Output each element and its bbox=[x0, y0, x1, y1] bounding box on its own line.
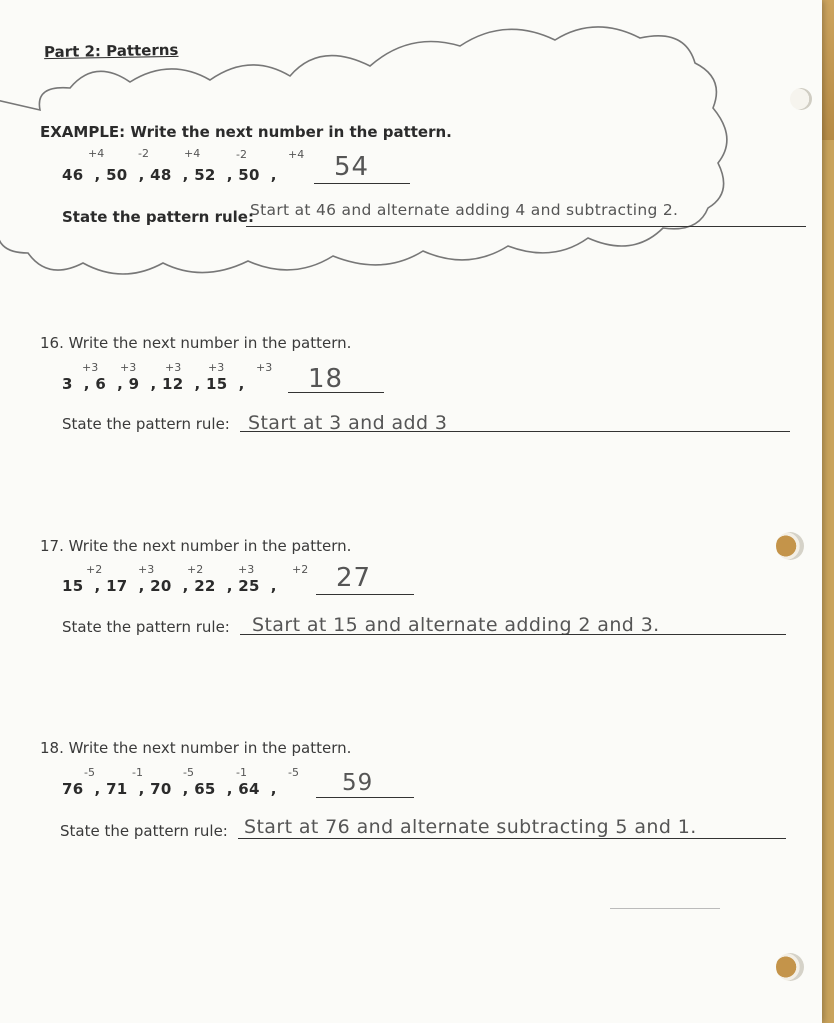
example-instruction: EXAMPLE: Write the next number in the pattern. bbox=[40, 123, 452, 141]
example-rule-line bbox=[246, 226, 806, 227]
q16-rule-label: State the pattern rule: bbox=[62, 415, 230, 433]
binder-hole bbox=[776, 953, 804, 981]
question-17-prompt: 17. Write the next number in the pattern. bbox=[40, 537, 352, 555]
q18-step: -5 bbox=[84, 766, 95, 779]
q17-rule-answer: Start at 15 and alternate adding 2 and 3. bbox=[252, 614, 660, 636]
q18-rule-label: State the pattern rule: bbox=[60, 822, 228, 840]
example-step: -2 bbox=[138, 147, 149, 160]
q16-step: +3 bbox=[120, 361, 137, 374]
example-number: 50 bbox=[238, 166, 260, 184]
binder-hole bbox=[790, 88, 812, 110]
part-title: Part 2: Patterns bbox=[43, 40, 179, 62]
q17-number: 25 bbox=[238, 577, 260, 595]
q16-rule-line bbox=[240, 431, 790, 432]
q18-number: 64 bbox=[238, 780, 260, 798]
q16-step: +3 bbox=[256, 361, 273, 374]
q17-rule-label: State the pattern rule: bbox=[62, 618, 230, 636]
q18-number: 76 bbox=[62, 780, 84, 798]
q17-step: +2 bbox=[292, 563, 309, 576]
q18-step: -5 bbox=[183, 766, 194, 779]
q18-rule-answer: Start at 76 and alternate subtracting 5 and 1. bbox=[244, 816, 697, 838]
q18-answer: 59 bbox=[342, 770, 374, 796]
q17-rule-line bbox=[240, 634, 786, 635]
q16-answer: 18 bbox=[308, 364, 344, 394]
q18-step: -1 bbox=[132, 766, 143, 779]
example-rule-answer: Start at 46 and alternate adding 4 and subtracting 2. bbox=[250, 201, 679, 219]
q18-answer-line bbox=[316, 797, 414, 798]
stray-line bbox=[610, 908, 720, 909]
example-rule-label: State the pattern rule: bbox=[62, 208, 254, 226]
q17-number: 17 bbox=[106, 577, 128, 595]
question-18-prompt: 18. Write the next number in the pattern. bbox=[40, 739, 352, 757]
q17-number: 20 bbox=[150, 577, 172, 595]
q17-number: 15 bbox=[62, 577, 84, 595]
q16-step: +3 bbox=[208, 361, 225, 374]
q17-answer-line bbox=[316, 594, 414, 595]
q18-step: -5 bbox=[288, 766, 299, 779]
q18-number: 71 bbox=[106, 780, 128, 798]
q16-number: 3 bbox=[62, 375, 73, 393]
q18-number: 70 bbox=[150, 780, 172, 798]
example-step: +4 bbox=[184, 147, 201, 160]
binder-hole bbox=[776, 532, 804, 560]
q18-number: 65 bbox=[194, 780, 216, 798]
q16-answer-line bbox=[288, 392, 384, 393]
question-16-prompt: 16. Write the next number in the pattern. bbox=[40, 334, 352, 352]
q17-step: +2 bbox=[86, 563, 103, 576]
q17-step: +3 bbox=[138, 563, 155, 576]
worksheet-page: Part 2: Patterns EXAMPLE: Write the next number in the pattern. +4 -2 +4 -2 +4 46 , 50 , 48 , 52 , 50 , 54 State the pattern rule: Start at 46 and alternate adding 4 and subtracting 2. 16. Write the next number in the pattern. +3 +3 +3 +3 +3 3 , 6 , 9 , 12 , 15 , 18 State the pattern rule: Start at 3 and add 3 17. Write the next number in the pattern. +2 +3 +2 +3 +2 15 , 17 , 20 , 22 , 25 , 27 State the pattern rule: Start at 15 and alternate adding 2 and 3. 18. Write the next number in the pattern. -5 -1 -5 -1 -5 76 , 71 , 70 , 65 , 64 , 59 State the pattern rule: Start at 76 and alternate subtracting 5 and 1. bbox=[0, 0, 822, 1023]
q18-rule-line bbox=[238, 838, 786, 839]
q17-answer: 27 bbox=[336, 563, 372, 593]
q16-step: +3 bbox=[82, 361, 99, 374]
q17-number: 22 bbox=[194, 577, 216, 595]
example-number: 46 bbox=[62, 166, 84, 184]
example-answer: 54 bbox=[334, 152, 370, 182]
q17-step: +2 bbox=[187, 563, 204, 576]
q17-step: +3 bbox=[238, 563, 255, 576]
example-step: -2 bbox=[236, 148, 247, 161]
example-number: 52 bbox=[194, 166, 216, 184]
q16-number: 12 bbox=[161, 375, 184, 393]
q16-number: 15 bbox=[206, 375, 228, 393]
q16-rule-answer: Start at 3 and add 3 bbox=[248, 412, 448, 434]
example-number: 48 bbox=[150, 166, 172, 184]
example-step: +4 bbox=[288, 148, 305, 161]
q16-number: 9 bbox=[128, 375, 140, 393]
example-number: 50 bbox=[106, 166, 128, 184]
q16-step: +3 bbox=[165, 361, 182, 374]
q16-number: 6 bbox=[95, 375, 107, 393]
example-step: +4 bbox=[88, 147, 105, 160]
q18-step: -1 bbox=[236, 766, 247, 779]
example-answer-line bbox=[314, 183, 410, 184]
